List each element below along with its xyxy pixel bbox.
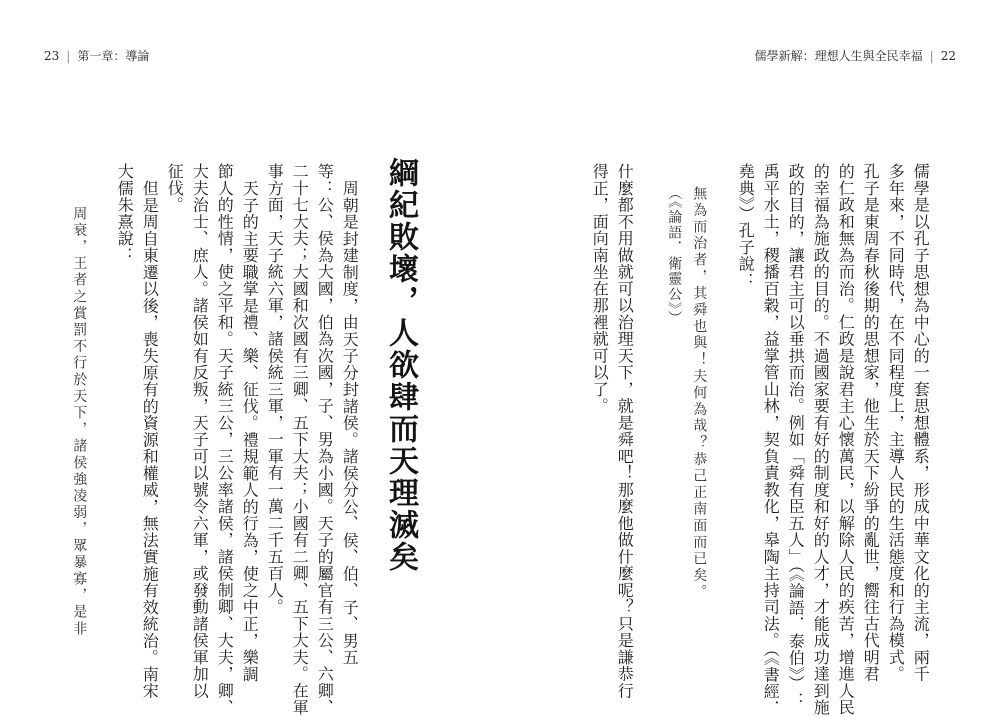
right-running-header [755, 47, 956, 64]
header-separator: | [929, 49, 934, 63]
left-running-header [44, 47, 149, 64]
body-line: 什麼都不用做就可以治理天下，就是舜吧！那麼他做什麼呢？只是謙恭行 [615, 163, 635, 699]
body-line: 節人的性情，使之平和。天子統三公，三公率諸侯，諸侯制卿、大夫，卿、 [215, 163, 235, 716]
body-line: 禹平水土，稷播百穀，益掌管山林，契負責教化，皋陶主持司法。（《書經． [761, 163, 781, 717]
quotation: 無為而治者，其舜也與！夫何為哉？恭己正南面而已矣。 [691, 186, 708, 601]
body-line: 得正，面向南坐在那裡就可以了。 [590, 163, 610, 415]
body-line: 天子的主要職掌是禮、樂、征伐。禮規範人的行為，使之中正，樂調 [240, 180, 260, 683]
right-page [500, 0, 1000, 717]
body-line: 堯典》）孔子說： [736, 163, 756, 289]
body-line: 政的目的，讓君主可以垂拱而治。例如「舜有臣五人」（《論語．泰伯》）： [786, 163, 806, 709]
quotation: 周衰，王者之賞罰不行於天下，諸侯強凌弱，眾暴寡，是非 [71, 206, 88, 638]
body-line: 多年來，不同時代，在不同程度上，主導人民的生活態度和行為模式。 [886, 163, 906, 683]
left-page [0, 0, 500, 716]
chapter-title: 第一章：導論 [77, 49, 150, 63]
book-title: 儒學新解：理想人生與全民幸福 [754, 49, 923, 63]
body-line: 孔子是東周春秋後期的思想家，他生於天下紛爭的亂世，嚮往古代明君 [861, 163, 881, 683]
left-page-number: 23 [44, 49, 60, 63]
quotation-source: （《論語．衛靈公》） [666, 186, 683, 326]
body-line: 征伐。 [165, 163, 185, 214]
header-separator: | [66, 49, 71, 63]
body-line: 二十七大夫；大國和次國有三卿、五下大夫；小國有二卿、五下大夫。在軍 [290, 163, 310, 716]
body-line: 但是周自東遷以後，喪失原有的資源和權威，無法實施有效統治。南宋 [140, 180, 160, 700]
right-page-number: 22 [940, 49, 956, 63]
body-line: 大夫治士、庶人。諸侯如有反叛，天子可以號令六軍，或發動諸侯軍加以 [190, 163, 210, 699]
body-line: 的幸福為施政的目的。不過國家要有好的制度和好的人才，才能成功達到施 [811, 163, 831, 716]
body-line: 的仁政和無為而治。仁政是說君主心懷萬民，以解除人民的疾苦，增進人民 [836, 163, 856, 716]
body-line: 等：公、侯為大國，伯為次國，子、男為小國。天子的屬官有三公、六卿、 [315, 163, 335, 716]
body-line: 周朝是封建制度，由天子分封諸侯。諸侯分公、侯、伯、子、男五 [340, 180, 360, 666]
body-line: 儒學是以孔子思想為中心的一套思想體系，形成中華文化的主流，兩千 [911, 163, 931, 683]
body-line: 事方面，天子統六軍，諸侯統三軍，一軍有一萬二千五百人。 [265, 163, 285, 616]
body-line: 大儒朱熹說： [115, 163, 135, 264]
section-title: 綱紀敗壞，人欲肆而天理滅矣 [383, 157, 418, 573]
